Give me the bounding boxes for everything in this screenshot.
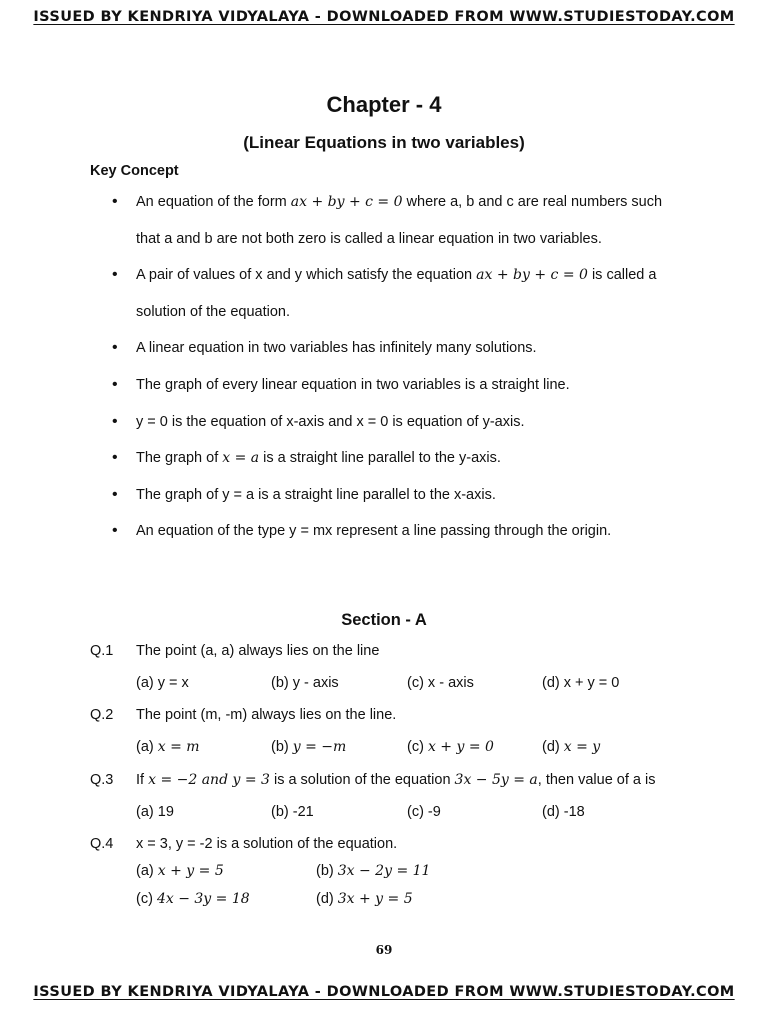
option-c: (c) -9	[407, 804, 441, 820]
footer-banner: ISSUED BY KENDRIYA VIDYALAYA - DOWNLOADED FROM WWW.STUDIESTODAY.COM	[33, 984, 735, 1000]
option-d	[542, 739, 600, 755]
equation: 3x + y = 5	[337, 891, 413, 907]
equation: ax + by + c = 0	[476, 267, 588, 284]
option-d: (d) x + y = 0	[542, 675, 620, 691]
page-number: 69	[375, 943, 393, 957]
text: is a straight line parallel to the y-axis.	[259, 450, 501, 467]
text: A pair of values of x and y which satisfy the equation	[136, 267, 477, 284]
equation: 4x − 3y = 18	[156, 891, 250, 907]
chapter-title: Chapter - 4	[326, 92, 442, 117]
key-concept-item: • An equation of the type y = mx represent a line passing through the origin.	[0, 513, 768, 550]
option-b: (b) -21	[271, 804, 314, 820]
equation: x + y = 0	[427, 739, 494, 755]
key-concept-item	[0, 257, 768, 330]
option-label: (b)	[271, 739, 293, 755]
text: An equation of the form	[136, 194, 291, 210]
option-c: (c) x - axis	[407, 675, 474, 691]
question-text: x = 3, y = -2 is a solution of the equation.	[136, 836, 398, 852]
text: , then value of a is	[537, 772, 656, 788]
equation: x = a	[222, 450, 260, 467]
option-label: (a)	[136, 739, 158, 755]
text: is called a	[587, 267, 657, 284]
equation: 3x − 2y = 11	[337, 863, 431, 879]
question-number: Q.4	[90, 836, 114, 852]
option-label: (c)	[136, 891, 157, 907]
option-c	[407, 739, 494, 755]
text: If	[136, 772, 149, 788]
text: is a solution of the equation	[269, 772, 455, 788]
text: that a and b are not both zero is called a linear equation in two variables.	[136, 230, 602, 247]
option-a	[136, 863, 224, 879]
question-text: The point (m, -m) always lies on the line.	[136, 707, 397, 723]
equation: x = y	[563, 739, 601, 755]
question-number: Q.3	[90, 772, 114, 788]
key-concept-item	[0, 184, 768, 257]
option-label: (a)	[136, 863, 158, 879]
text: The graph of	[136, 450, 223, 467]
text: solution of the equation.	[136, 303, 290, 320]
key-concept-item: • The graph of every linear equation in two variables is a straight line.	[0, 367, 768, 404]
question-text	[136, 772, 655, 788]
key-concept-item: • A linear equation in two variables has infinitely many solutions.	[0, 330, 768, 367]
key-concept-item: • y = 0 is the equation of x-axis and x = 0 is equation of y-axis.	[0, 404, 768, 441]
header-banner: ISSUED BY KENDRIYA VIDYALAYA - DOWNLOADED FROM WWW.STUDIESTODAY.COM	[33, 9, 735, 25]
equation: x + y = 5	[157, 863, 224, 879]
chapter-subtitle: (Linear Equations in two variables)	[243, 133, 525, 152]
section-title: Section - A	[341, 611, 427, 629]
equation: x = m	[157, 739, 200, 755]
question-number: Q.2	[90, 707, 114, 723]
question-text: The point (a, a) always lies on the line	[136, 643, 380, 659]
key-concept-list	[0, 184, 768, 550]
option-d	[316, 891, 413, 907]
key-concept-item	[0, 440, 768, 477]
option-label: (c)	[407, 739, 428, 755]
option-label: (d)	[542, 739, 564, 755]
key-concept-heading: Key Concept	[90, 163, 179, 179]
equation: ax + by + c = 0	[290, 194, 403, 210]
option-a	[136, 739, 200, 755]
option-a: (a) y = x	[136, 675, 189, 691]
option-label: (d)	[316, 891, 338, 907]
option-b: (b) y - axis	[271, 675, 339, 691]
option-b	[271, 739, 346, 755]
option-a: (a) 19	[136, 804, 174, 820]
option-c	[136, 891, 250, 907]
equation: y = −m	[292, 739, 347, 755]
option-b	[316, 863, 430, 879]
equation: x = −2 and y = 3	[148, 772, 270, 788]
option-d: (d) -18	[542, 804, 585, 820]
equation: 3x − 5y = a	[454, 772, 538, 788]
question-number: Q.1	[90, 643, 114, 659]
option-label: (b)	[316, 863, 338, 879]
key-concept-item: • The graph of y = a is a straight line parallel to the x-axis.	[0, 477, 768, 514]
text: where a, b and c are real numbers such	[402, 194, 663, 210]
